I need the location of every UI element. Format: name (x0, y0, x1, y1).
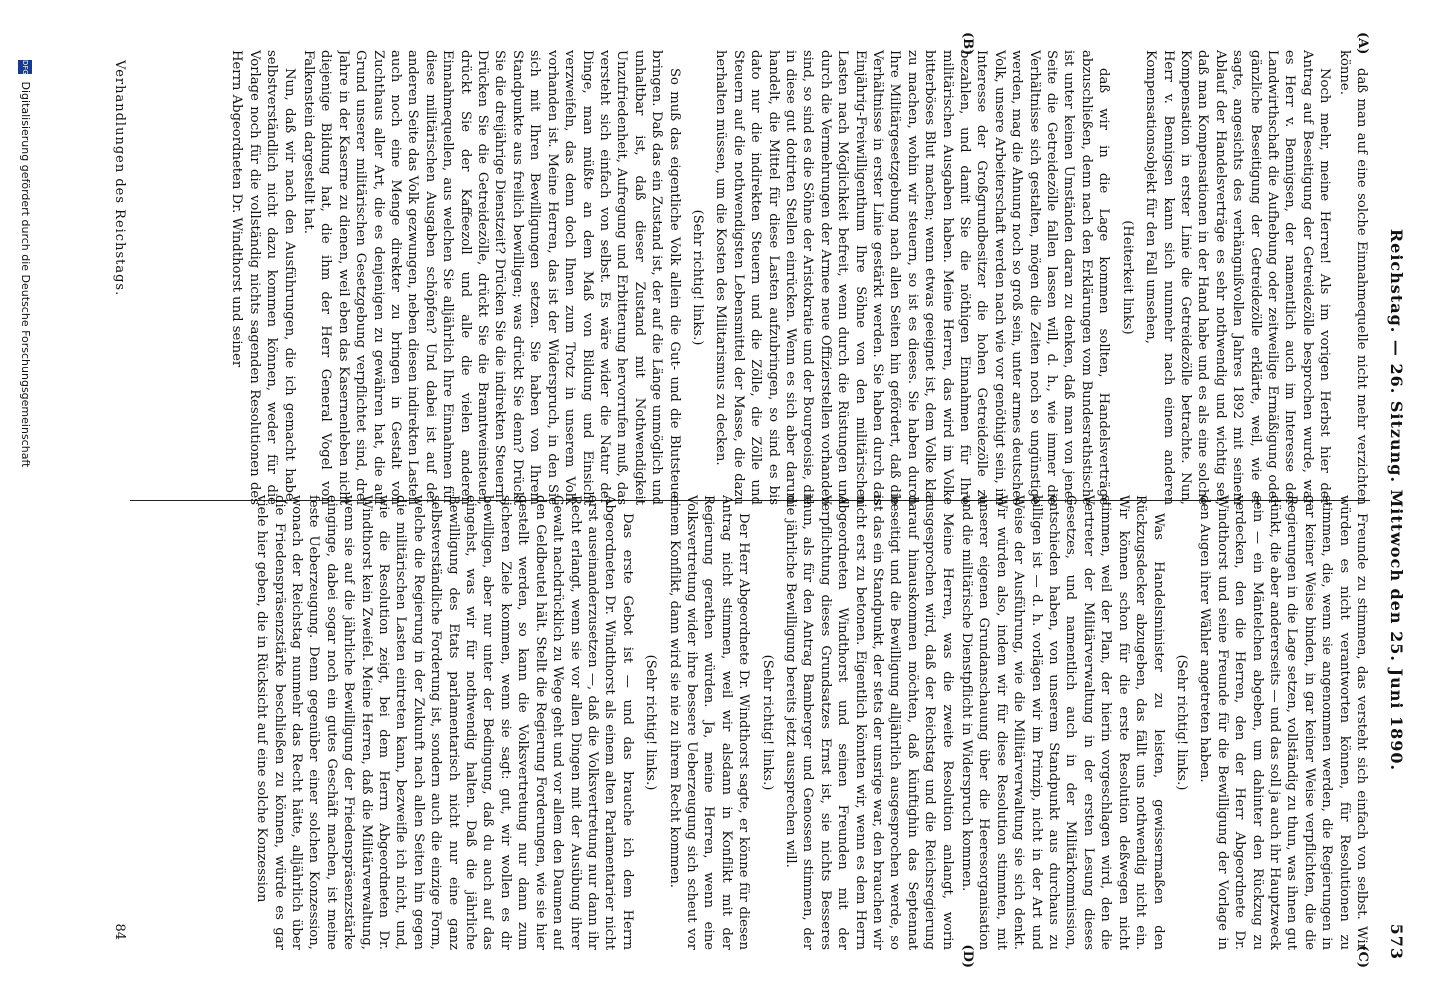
paragraph: Was Handelsminister zu leisten, gewissermaßen den Rückzugsdecker abzugeben, das fällt uns nothwendig nicht ein. Wir können schon für die erste Resolution deßwegen nicht stimmen, weil der Plan, der hierin vorgeschlagen wird, den die Vertreter der Militärverwaltung in der ersten Lesung dieses Gesetzes, und namentlich auch in der Militärkommission, entschieden haben, von unserem Standpunkt aus durchaus zu billigen ist — d. h. vorlägen wir im Prinzip, nicht in der Art und Weise der Ausführung, wie die Militärverwaltung sie sich denkt. Wir würden also, indem wir für diese Resolution stimmten, mit unserer eigenen Grundanschauung über die Heeresorganisation und die militärische Dienstpflicht in Widerspruch kommen. (959, 495, 1166, 950)
margin-marker-a: (A) (1355, 32, 1370, 55)
paragraph: Noch mehr, meine Herren! Als im vorigen Herbst hier der Antrag auf Beseitigung der Getreidezölle besprochen wurde, war es Herr v. Bennigsen, der namentlich auch im Interesse der Landwirthschaft die Aufhebung oder zeitweilige Ermäßigung oder gänzliche Beseitigung der Getreidezölle erklärte, weil, wie er sagte, angesichts des verhängnißvollen Jahres 1892 mit seinem Ablauf der Handelsverträge es sehr nothwendig und wichtig sei, daß man Kompensationen in der Hand habe und es als eine solche Kompensation in erster Linie die Getreidezölle betrachte. Nun, Herr v. Bennigsen kann sich nunmehr nach einem anderen Kompensationsobjekt für den Fall umsehen, (1143, 50, 1333, 505)
dfg-logo-icon: DFG (18, 60, 32, 74)
footer-sheet-number: 84 (112, 923, 127, 940)
paragraph: daß man auf eine solche Einnahmequelle nicht mehr verzichten könne. (1336, 50, 1369, 505)
interjection: (Sehr richtig! links.) (689, 209, 705, 346)
paragraph: Meine Herren, was die zweite Resolution anlangt, worin ausgesprochen wird, daß der Reichstag und die Reichsregierung darauf hinauskommen möchten, daß künftighin das Septennat beseitigt und die Bewilligung alljährlich ausgesprochen werde, so ist das ein Standpunkt, der stets der unsrige war, den brauchen wir nicht erst zu betonen. Eigentlich könnten wir, wenn es dem Herrn Abgeordneten Windthorst und seinen Freunden mit der Verpflichtung dieses Grundsatzes Ernst ist, sie nichts Besseres thun, als für den Antrag Bamberger und Genossen stimmen, der die jährliche Bewilligung bereits jetzt aussprechen will. (783, 495, 955, 950)
margin-marker-d: (D) (960, 944, 975, 968)
interjection: (Sehr richtig! links.) (759, 654, 775, 791)
digitization-note (18, 60, 32, 467)
margin-marker-c: (C) (1355, 945, 1370, 968)
text-columns (130, 30, 1370, 970)
paragraph: Freunde zu stimmen, das versteht sich einfach von selbst. Wir würden es nicht verantworten können, für Resolutionen zu stimmen, die, wenn sie angenommen werden, die Regierungen in gar keiner Weise binden, in gar keiner Weise verpflichten, die die Regierungen in die Lage setzen, vollständig zu thun, was ihnen gut dünkt, die aber andererseits — und das soll ja auch ihr Hauptzweck sein — ein Mäntelchen abgeben, um dahinter den Rückzug zu verdecken, den die Herren, den der Herr Abgeordnete Dr. Windthorst und seine Freunde für die Bewilligung der Vorlage in den Augen ihrer Wähler angetreten haben. (1197, 495, 1369, 950)
footer-title: Verhandlungen des Reichstags. (112, 60, 127, 297)
right-column (130, 495, 1370, 950)
paragraph: Das erste Gebot ist — und das brauche ich dem Herrn Abgeordneten Dr. Windthorst als einem alten Parlamentarier nicht erst auseinanderzusetzen —, daß die Volksvertretung nur dann ihr Recht erlangt, wenn sie vor allen Dingen mit der Ausübung ihrer Gewalt nachdrücklich zu Wege geht und vor allem den Daumen auf den Geldbeutel hält. Stellt die Regierung Forderungen, wie sie hier gestellt werden, so kann die Volksvertretung nur dann zum sicheren Ziele kommen, wenn sie sagt: gut, wir wollen es dir bewilligen, aber nur unter der Bedingung, daß du auch auf das eingehst, was wir für nothwendig halten. Daß die jährliche Bewilligung des Etats parlamentarisch nicht nur eine ganz selbstverständliche Forderung ist, sondern auch die einzige Form, welche die Regierung in der Zukunft nach allen Seiten hin gegen die militärischen Lasten eintreten kann, bezweifle ich nicht, und, wie die Resolution zeigt, bei dem Herrn Abgeordneten Dr. Windthorst kein Zweifel. Meine Herren, daß die Militärverwaltung, wenn sie auf die jährliche Bewilligung der Friedenspräsenzstärke einginge, dabei sogar noch ein gutes Geschäft machen, ist meine feste Ueberzeugung. Denn gegenüber einer solchen Konzession, wonach der Reichstag nunmehr das Recht hätte, alljährlich über die Friedenspräsenzstärke beschließen zu können, würde es gar viele hier geben, die in Rücksicht auf eine solche Konzession (254, 495, 635, 950)
left-column (130, 50, 1370, 505)
paragraph: Nun, daß wir nach den Ausführungen, die ich gemacht habe, selbstverständlich nicht dazu kommen können, weder für die Vorlage noch für die vollständig nichts sagenden Resolutionen des Herrn Abgeordneten Dr. Windthorst und seiner (229, 50, 297, 505)
interjection: (Sehr richtig! links.) (1173, 654, 1189, 791)
page-number: 573 (1387, 923, 1406, 960)
page-header (1376, 40, 1406, 960)
margin-marker-b: (B) (960, 32, 975, 56)
interjection: (Heiterkeit links) (1119, 220, 1135, 335)
page-title: Reichstag. — 26. Sitzung. Mittwoch den 25. Juni 1890. (1387, 228, 1406, 772)
digitization-text: Digitalisierung gefördert durch die Deutsche Forschungsgemeinschaft (19, 81, 32, 468)
paragraph: daß wir in die Lage kommen sollten, Handelsverträge abzuschließen, denn nach den Erklärungen vom Bundesrathstische ist unter keinen Umständen daran zu denken, daß man von jener Seite die Getreidezölle fallen lassen will, d. h., wie immer die Verhältnisse sich gestalten, mögen die Zeiten noch so ungünstige werden, mag die Ahnung noch so groß sein, unter armes deutsches Volk, unsere Arbeiterschaft werden nach wie vor genöthigt sein, im Interesse der Großgrundbesitzer die hohen Getreidezölle zu bezahlen, und damit Sie die nöthigen Einnahmen für Ihre militärischen Ausgaben haben. Meine Herren, das wird im Volke bitterböses Blut machen; wenn etwas geeignet ist, dem Volke klar zu machen, wohin wir steuern, so ist es dieses. Sie haben durch Ihre Militärgesetzgebung nach allen Seiten hin gefördert, daß die Verhältnisse in erster Linie gestärkt werden. Sie haben durch das Einjährig-Freiwilligenthum Ihre Söhne von den militärischen Lasten nach Möglichkeit befreit, wenn durch die Rüstungen und durch die Vermehrungen der Armee neue Offizierstellen vorhanden sind, so sind es die Söhne der Aristokratie und der Bourgeoisie, die in diese gut dotirten Stellen einrücken. Wenn es sich aber darum handelt, die Mittel für diese Lasten aufzubringen, so sind es bis dato nur die indirekten Steuern und die Zölle, die Zölle und Steuern auf die nothwendigsten Lebensmittel der Masse, die dazu herhalten müssen, um die Kosten des Militarismus zu decken. (713, 50, 1112, 505)
paragraph: So muß das eigentliche Volk allein die Gut- und die Blutsteuer bringen. Daß das ein Zustand ist, der auf die Länge unmöglich und unhaltbar ist, daß dieser Zustand mit Nothwendigkeit Unzufriedenheit, Aufregung und Erbitterung hervorrufen muß, das versteht sich einfach von selbst. Es wäre wider die Natur der Dinge, man müßte an dem Maß von Bildung und Einsicht verzweifeln, das denn doch Ihnen zum Trotz in unserem Volk vorhanden ist. Meine Herren, das ist der Widerspruch, in den Sie sich mit Ihren Bewilligungen setzen. Sie haben von Ihrem Standpunkte aus freilich bewilligen; was drückt Sie denn? Drückt Sie die dreijährige Dienstzeit? Drücken Sie die indirekten Steuern? Drücken Sie die Getreidezölle, drückt Sie die Branntweinsteuer, drückt Sie der Kaffeezoll und alle die vielen anderen Einnahmequellen, aus welchen Sie alljährlich Ihre Einnahmen für diese militärischen Ausgaben schöpfen? Und dabei ist auf der anderen Seite das Volk gezwungen, neben diesen indirekten Lasten auch noch eine Menge direkter zu bringen in Gestalt von Zuchthaus aller Art, die es denjenigen zu gewähren hat, die auf Grund unserer militärischen Gesetzgebung verpflichtet sind, drei Jahre in der Kaserne zu dienen, weil eben das Kasernenleben nicht diejenige Bildung hat, die ihm der Herr General Vogel von Falkenstein dargestellt hat. (301, 50, 682, 505)
paragraph: Der Herr Abgeordnete Dr. Windthorst sagte, er könne für diesen Antrag nicht stimmen, weil wir alsdann in Konflikt mit der Regierung gerathen würden. Ja, meine Herren, wenn eine Volksvertretung wider ihre bessere Ueberzeugung sich scheut vor einem Konflikt, dann wird sie nie zu ihrem Recht kommen. (666, 495, 752, 950)
interjection: (Sehr richtig! links.) (643, 654, 659, 791)
